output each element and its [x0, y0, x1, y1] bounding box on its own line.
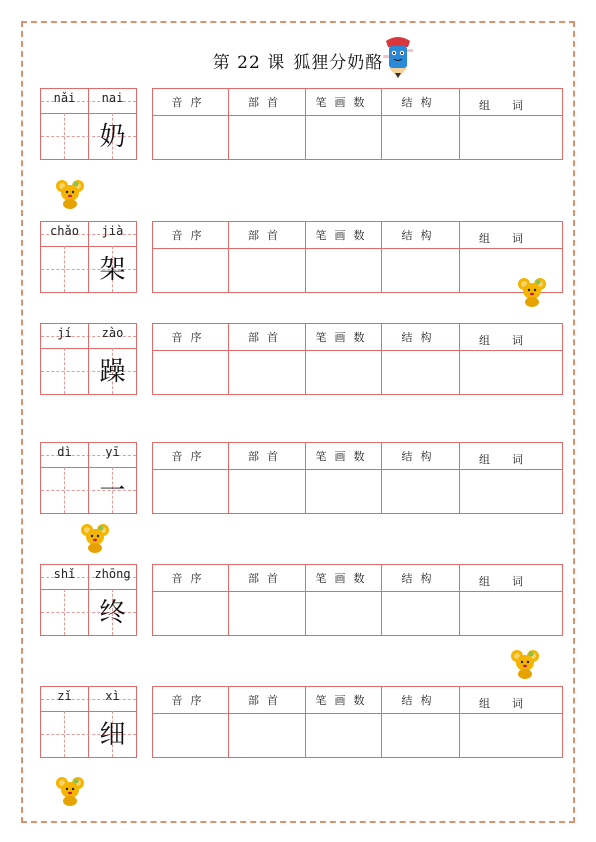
pinyin-right: nai — [101, 91, 124, 105]
analysis-table — [152, 88, 563, 160]
hanzi-char: 一 — [99, 476, 126, 506]
hanzi-char: 细 — [99, 720, 126, 750]
header-jiegou: 结构 — [401, 229, 440, 242]
header-zuci: 组词 — [479, 697, 545, 710]
hanzi-char: 终 — [99, 598, 126, 628]
tian-zi-grid — [40, 221, 137, 293]
header-jiegou: 结构 — [401, 572, 440, 585]
header-jiegou: 结构 — [401, 331, 440, 344]
header-bushou: 部首 — [248, 331, 286, 344]
char-row-6 — [0, 686, 596, 766]
hanzi-char: 奶 — [99, 122, 126, 152]
mouse-sticker-icon — [55, 775, 85, 807]
pinyin-left: jí — [57, 326, 72, 340]
header-yinxu: 音序 — [171, 572, 210, 585]
header-bihuashu: 笔画数 — [315, 331, 373, 344]
mouse-sticker-icon — [510, 648, 540, 680]
char-row-3 — [0, 323, 596, 403]
pinyin-left: nǎi — [53, 91, 76, 105]
header-yinxu: 音序 — [171, 229, 210, 242]
pinyin-right: xì — [105, 689, 120, 703]
header-yinxu: 音序 — [171, 450, 210, 463]
pinyin-right: zào — [101, 326, 124, 340]
char-row-2 — [0, 221, 596, 301]
header-bushou: 部首 — [248, 694, 286, 707]
char-row-5 — [0, 564, 596, 644]
analysis-table — [152, 442, 563, 514]
header-yinxu: 音序 — [171, 96, 210, 109]
mouse-sticker-icon — [55, 178, 85, 210]
mouse-sticker-icon — [80, 522, 110, 554]
header-bushou: 部首 — [248, 572, 286, 585]
pinyin-right: jià — [101, 224, 124, 238]
header-bushou: 部首 — [248, 96, 286, 109]
mouse-sticker-icon — [517, 276, 547, 308]
header-bushou: 部首 — [248, 450, 286, 463]
header-zuci: 组词 — [479, 232, 545, 245]
analysis-table — [152, 221, 563, 293]
tian-zi-grid — [40, 564, 137, 636]
lesson-name: 狐狸分奶酪 — [293, 53, 384, 73]
analysis-table — [152, 686, 563, 758]
hanzi-char: 躁 — [99, 357, 126, 387]
header-jiegou: 结构 — [401, 694, 440, 707]
header-zuci: 组词 — [479, 575, 545, 588]
tian-zi-grid — [40, 88, 137, 160]
pinyin-right: zhōng — [94, 567, 131, 581]
page-title — [0, 48, 596, 73]
char-row-4 — [0, 442, 596, 522]
pinyin-left: zǐ — [57, 689, 72, 703]
header-zuci: 组词 — [479, 334, 545, 347]
char-row-1 — [0, 88, 596, 168]
header-bihuashu: 笔画数 — [315, 450, 373, 463]
header-yinxu: 音序 — [171, 331, 210, 344]
header-bihuashu: 笔画数 — [315, 572, 373, 585]
header-jiegou: 结构 — [401, 96, 440, 109]
tian-zi-grid — [40, 323, 137, 395]
pencil-mascot-icon — [380, 35, 416, 79]
header-jiegou: 结构 — [401, 450, 440, 463]
header-yinxu: 音序 — [171, 694, 210, 707]
hanzi-char: 架 — [99, 255, 126, 285]
pinyin-right: yī — [105, 445, 120, 459]
analysis-table — [152, 323, 563, 395]
pinyin-left: chǎo — [50, 224, 79, 238]
analysis-table — [152, 564, 563, 636]
header-bihuashu: 笔画数 — [315, 96, 373, 109]
lesson-number: 第 22 课 — [212, 53, 286, 73]
tian-zi-grid — [40, 442, 137, 514]
header-bushou: 部首 — [248, 229, 286, 242]
pinyin-left: shǐ — [53, 567, 76, 581]
header-zuci: 组词 — [479, 99, 545, 112]
pinyin-left: dì — [57, 445, 72, 459]
header-bihuashu: 笔画数 — [315, 229, 373, 242]
tian-zi-grid — [40, 686, 137, 758]
header-zuci: 组词 — [479, 453, 545, 466]
header-bihuashu: 笔画数 — [315, 694, 373, 707]
